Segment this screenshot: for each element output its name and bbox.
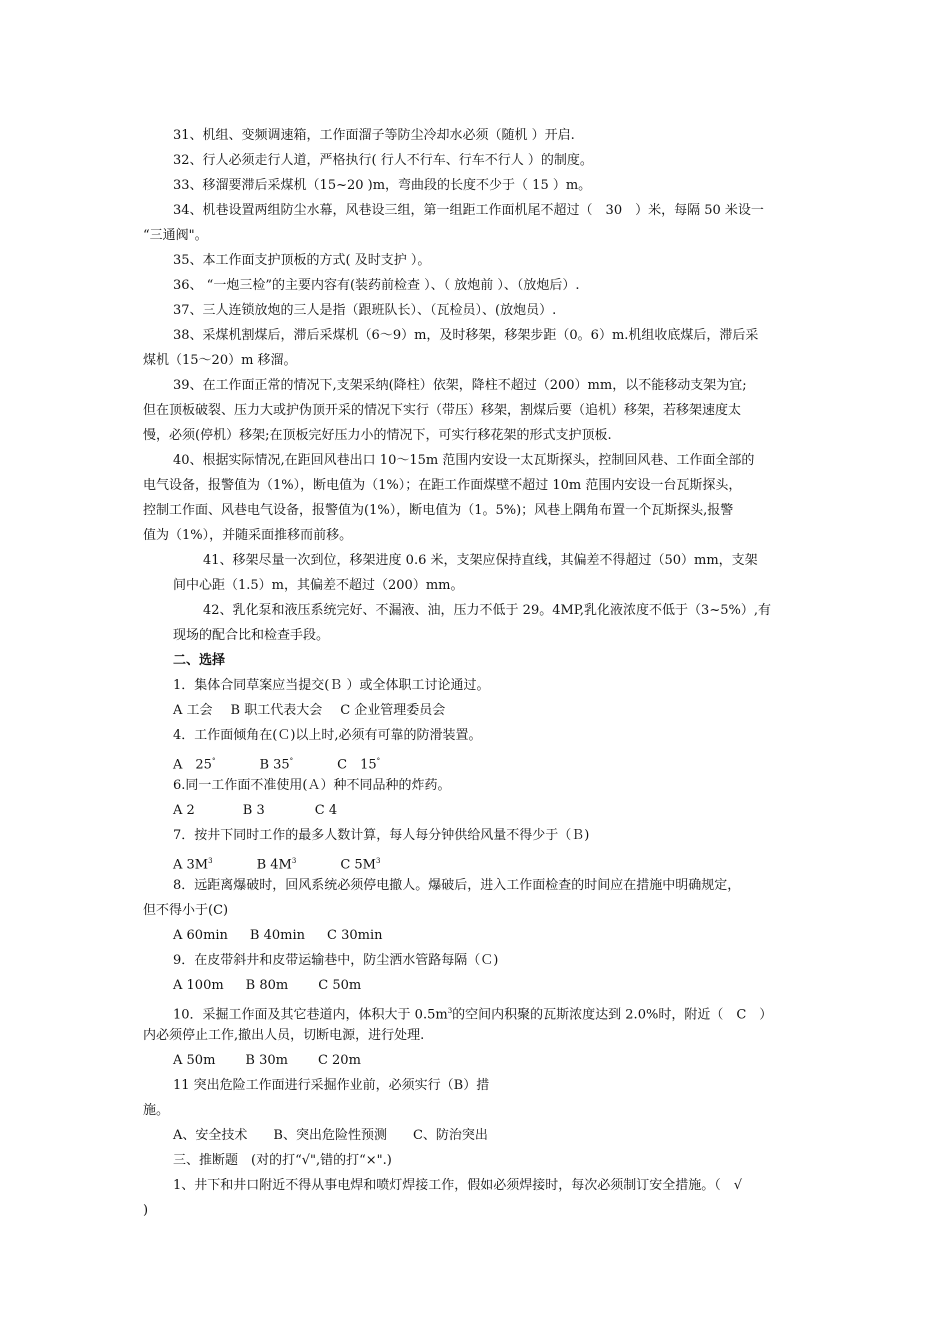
choice-11-options (173, 1124, 488, 1149)
item-41-line-1: 41、移架尽量一次到位，移架进度 0.6 米，支架应保持直线，其偏差不得超过（50）mm，支架 (203, 553, 758, 568)
choice-6-options (173, 799, 337, 824)
choice-7-option-a: A 3M (173, 857, 209, 873)
item-34-line-1: 34、机巷设置两组防尘水幕，风巷设三组，第一组距工作面机尾不超过（ 30 ）米，每隔 50 米设一 (173, 203, 764, 218)
item-40-line-3: 控制工作面、风巷电气设备，报警值为(1%），断电值为（1。5%)；风巷上隅角布置一个瓦斯探头,报警 (143, 503, 734, 518)
superscript-3: 3 (447, 1007, 453, 1015)
choice-1-option-a: A 工会 (173, 703, 213, 718)
choice-10-option-c: C 20m (317, 1053, 361, 1068)
item-41-line-2: 间中心距（1.5）m，其偏差不超过（200）mm。 (173, 578, 464, 593)
choice-8-stem-line-1: 8．远距离爆破时，回风系统必须停电撤人。爆破后，进入工作面检查的时间应在措施中明确规定， (173, 878, 741, 893)
choice-7-option-b: B 4M (256, 857, 292, 873)
degree-mark: ° (376, 757, 381, 765)
item-39-line-1: 39、在工作面正常的情况下,支架采纳(降柱）依架，降柱不超过（200）mm，以不能移动支架为宜; (173, 378, 747, 393)
choice-11-stem-line-2: 施。 (143, 1103, 170, 1118)
choice-9-option-c: C 50m (318, 978, 362, 993)
item-32-line-1: 32、行人必须走行人道，严格执行( 行人不行车、行车不行人 ）的制度。 (173, 153, 593, 168)
choice-8-option-c: C 30min (327, 928, 383, 943)
section-2-heading: 二、选择 (173, 653, 226, 668)
choice-10-option-a: A 50m (173, 1053, 216, 1068)
item-35-line-1: 35、本工作面支护顶板的方式( 及时支护 ）。 (173, 253, 431, 268)
choice-6-option-b: B 3 (242, 803, 265, 818)
item-40-line-4: 值为（1%），并随采面推移而前移。 (143, 528, 353, 543)
judge-1-line-1: 1、井下和井口附近不得从事电焊和喷灯焊接工作，假如必须焊接时，每次必须制订安全措施。（ √ (173, 1178, 743, 1193)
choice-8-options (173, 924, 383, 949)
choice-11-option-c: C、防治突出 (412, 1128, 488, 1143)
choice-1-option-c: C 企业管理委员会 (340, 703, 446, 718)
choice-4-option-c: C 15 (337, 757, 377, 773)
choice-4-option-b: B 35 (259, 757, 290, 773)
choice-7-stem: 7．按井下同时工作的最多人数计算，每人每分钟供给风量不得少于（Ｂ) (173, 828, 590, 843)
choice-4-stem: 4．工作面倾角在(Ｃ)以上时,必须有可靠的防滑装置。 (173, 728, 482, 743)
choice-10-stem-line-2: 内必须停止工作,撤出人员，切断电源，进行处理. (143, 1028, 425, 1043)
superscript-3: 3 (208, 857, 213, 865)
item-31-line-1: 31、机组、变频调速箱，工作面溜子等防尘冷却水必须（随机 ）开启. (173, 128, 575, 143)
degree-mark: ° (289, 757, 294, 765)
superscript-3: 3 (291, 857, 297, 865)
superscript-3: 3 (376, 857, 381, 865)
item-40-line-1: 40、根据实际情况,在距回风巷出口 10～15m 范围内安设一太瓦斯探头，控制回风巷、工作面全部的 (173, 453, 755, 468)
choice-8-option-a: A 60min (173, 928, 228, 943)
degree-mark: ° (211, 757, 216, 765)
judge-1-line-2: ) (143, 1203, 149, 1218)
choice-6-option-c: C 4 (314, 803, 338, 818)
choice-8-option-b: B 40min (249, 928, 306, 943)
choice-10-options (173, 1049, 361, 1074)
choice-6-option-a: A 2 (173, 803, 195, 818)
item-39-line-3: 慢，必须(停机）移架;在顶板完好压力小的情况下，可实行移花架的形式支护顶板. (143, 428, 612, 443)
choice-10-option-b: B 30m (245, 1053, 288, 1068)
item-38-line-2: 煤机（15～20）m 移溜。 (143, 353, 297, 368)
item-33-line-1: 33、移溜要滞后采煤机（15~20 )m，弯曲段的长度不少于（ 15 ）m。 (173, 178, 592, 193)
choice-9-options (173, 974, 361, 999)
choice-1-options (173, 699, 445, 724)
item-40-line-2: 电气设备，报警值为（1%），断电值为（1%）；在距工作面煤壁不超过 10m 范围内安设一台瓦斯探头， (143, 478, 742, 493)
item-36-line-1: 36、 “一炮三检”的主要内容有(装药前检查 ）、（ 放炮前 ）、（放炮后）. (173, 278, 580, 293)
section-3-heading: 三、推断题 (对的打“√",错的打“×".) (173, 1153, 392, 1168)
choice-6-stem: 6.同一工作面不准使用(Ａ）种不同品种的炸药。 (173, 778, 451, 793)
choice-9-option-b: B 80m (245, 978, 289, 993)
item-38-line-1: 38、采煤机割煤后，滞后采煤机（6～9）m，及时移架，移架步距（0。6）m.机组收底煤后，滞后采 (173, 328, 759, 343)
choice-1-stem: 1．集体合同草案应当提交(Ｂ ）或全体职工讨论通过。 (173, 678, 490, 693)
choice-9-option-a: A 100m (173, 978, 224, 993)
choice-11-option-b: B、突出危险性预测 (273, 1128, 387, 1143)
choice-10-stem-part-1: 10．采掘工作面及其它巷道内，体积大于 0.5m (173, 1007, 448, 1023)
item-39-line-2: 但在顶板破裂、压力大或护伪顶开采的情况下实行（带压）移架，割煤后要（追机）移架，若移架速度太 (143, 403, 742, 418)
item-42-line-1: 42、乳化泵和液压系统完好、不漏液、油，压力不低于 29。4MP,乳化液浓度不低于（3~5%）,有 (203, 603, 771, 618)
choice-7-option-c: C 5M (340, 857, 376, 873)
choice-11-stem-line-1: 11 突出危险工作面进行采掘作业前，必须实行（B）措 (173, 1078, 490, 1093)
choice-10-stem-part-2: 的空间内积聚的瓦斯浓度达到 2.0%时，附近（ C ） (452, 1007, 773, 1023)
item-37-line-1: 37、三人连锁放炮的三人是指（跟班队长）、（瓦检员）、(放炮员）. (173, 303, 557, 318)
choice-8-stem-line-2: 但不得小于(C) (143, 903, 229, 918)
choice-9-stem: 9．在皮带斜井和皮带运输巷中，防尘洒水管路每隔（Ｃ) (173, 953, 499, 968)
item-42-line-2: 现场的配合比和检查手段。 (173, 628, 330, 643)
choice-4-option-a: A 25 (173, 757, 212, 773)
item-34-line-2: “三通阀"。 (143, 228, 208, 243)
choice-11-option-a: A、安全技术 (173, 1128, 248, 1143)
choice-1-option-b: B 职工代表大会 (230, 703, 323, 718)
